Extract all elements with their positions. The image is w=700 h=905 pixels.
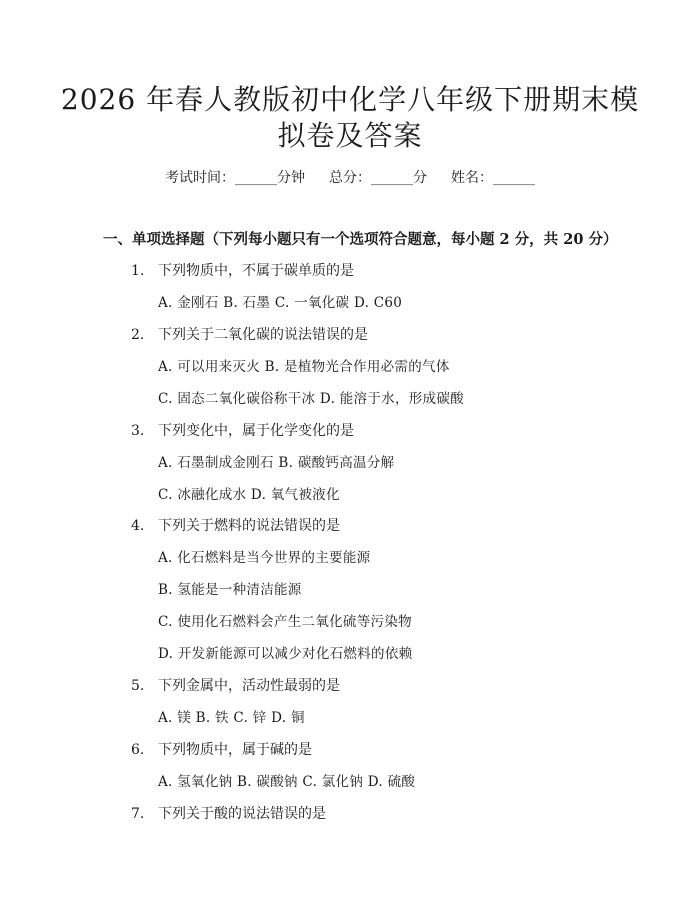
name-label: 姓名：	[451, 170, 493, 186]
question-number: 3.	[131, 423, 145, 439]
score-label: 总分：	[329, 170, 371, 186]
question-3-options-row-1: A. 石墨制成金刚石 B. 碳酸钙高温分解	[158, 455, 395, 471]
exam-title-line-2: 拟卷及答案	[277, 119, 423, 152]
question-2	[131, 325, 531, 345]
question-6-options: A. 氢氧化钠 B. 碳酸钠 C. 氯化钠 D. 硫酸	[158, 774, 416, 790]
time-blank: ______	[235, 170, 277, 186]
question-text: 下列关于酸的说法错误的是	[158, 806, 326, 822]
question-5-options: A. 镁 B. 铁 C. 锌 D. 铜	[158, 710, 305, 726]
question-1	[131, 261, 531, 281]
question-3-options-row-2: C. 冰融化成水 D. 氧气被液化	[158, 487, 340, 503]
question-5	[131, 676, 531, 696]
question-4-option-a: A. 化石燃料是当今世界的主要能源	[158, 550, 371, 566]
question-number: 6.	[131, 742, 145, 758]
exam-info-line	[0, 168, 700, 188]
question-2-options-row-1: A. 可以用来灭火 B. 是植物光合作用必需的气体	[158, 359, 450, 375]
question-text: 下列物质中，不属于碳单质的是	[158, 263, 354, 279]
question-text: 下列金属中，活动性最弱的是	[158, 678, 340, 694]
question-number: 1.	[131, 263, 145, 279]
question-text: 下列关于二氧化碳的说法错误的是	[158, 327, 368, 343]
question-number: 7.	[131, 806, 145, 822]
question-4	[131, 516, 531, 536]
question-7	[131, 804, 531, 824]
section-heading: 一、单项选择题（下列每小题只有一个选项符合题意，每小题 2 分，共 20 分）	[103, 231, 618, 248]
question-1-options: A. 金刚石 B. 石墨 C. 一氧化碳 D. C60	[158, 295, 403, 311]
score-blank: ______	[371, 170, 413, 186]
time-label: 考试时间：	[165, 170, 235, 186]
question-number: 2.	[131, 327, 145, 343]
question-number: 4.	[131, 518, 145, 534]
question-3	[131, 421, 531, 441]
question-4-option-c: C. 使用化石燃料会产生二氧化硫等污染物	[158, 614, 412, 630]
question-number: 5.	[131, 678, 145, 694]
question-4-option-d: D. 开发新能源可以减少对化石燃料的依赖	[158, 646, 413, 662]
question-text: 下列关于燃料的说法错误的是	[158, 518, 340, 534]
question-6	[131, 740, 531, 760]
question-text: 下列变化中，属于化学变化的是	[158, 423, 354, 439]
question-text: 下列物质中，属于碱的是	[158, 742, 312, 758]
time-unit: 分钟	[277, 170, 305, 186]
score-unit: 分	[413, 170, 427, 186]
question-2-options-row-2: C. 固态二氧化碳俗称干冰 D. 能溶于水，形成碳酸	[158, 391, 464, 407]
exam-title-line-1: 2026 年春人教版初中化学八年级下册期末模	[60, 83, 640, 116]
name-blank: ______	[493, 170, 535, 186]
question-4-option-b: B. 氢能是一种清洁能源	[158, 582, 302, 598]
